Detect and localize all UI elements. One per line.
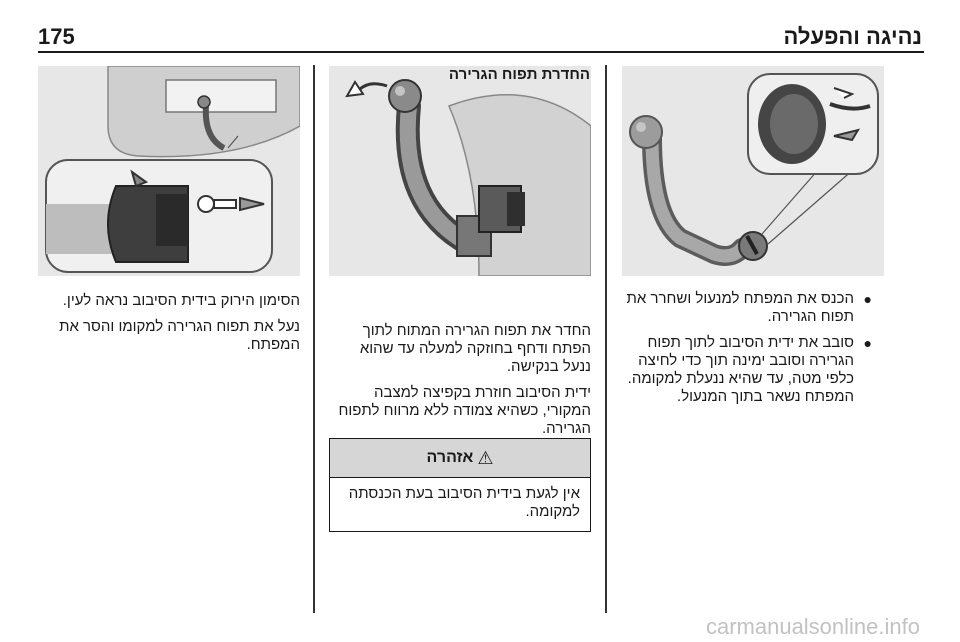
bullet-text: הכנס את המפתח למנעול ושחרר את תפוח הגרירה. <box>626 290 854 325</box>
bullet-item <box>622 290 872 326</box>
warning-text: אין לגעת בידית הסיבוב בעת הכנסתה למקומה. <box>348 485 580 520</box>
bullet-icon: ● <box>863 291 872 307</box>
warning-triangle-icon: ⚠ <box>477 447 494 468</box>
paragraph: ידית הסיבוב חוזרת בקפיצה למצבה המקורי, כשהיא צמודה ללא מרווח לתפוח הגרירה. <box>338 384 591 437</box>
figure-unlock-tow-ball <box>622 66 884 276</box>
section-title: נהיגה והפעלה <box>783 24 922 49</box>
paragraph: הסימון הירוק בידית הסיבוב נראה לעין. <box>62 292 300 309</box>
page-header <box>0 0 960 56</box>
paragraph: החדר את תפוח הגרירה המתוח לתוך הפתח ודחף בחוזקה למעלה עד שהוא ננעל בנקישה. <box>359 322 591 375</box>
page-number: 175 <box>38 24 75 49</box>
figure-insert-tow-ball <box>329 66 591 276</box>
tow-hook-insertion-illustration <box>329 66 591 276</box>
figure-lock-and-remove-key <box>38 66 300 276</box>
header-divider <box>38 51 924 53</box>
bullet-text: סובב את ידית הסיבוב לתוך תפוח הגרירה וסובב ימינה תוך כדי לחיצה כלפי מטה, עד שהיא ננעלת למקומה. המפתח נשאר בתוך המנעול. <box>627 334 854 405</box>
lock-indicator-illustration <box>38 66 300 276</box>
paragraph: נעל את תפוח הגרירה למקומו והסר את המפתח. <box>59 318 300 353</box>
right-column-text <box>622 290 872 414</box>
watermark: carmanualsonline.info <box>705 614 920 639</box>
tow-ball-key-illustration <box>622 66 884 276</box>
column-divider-left <box>313 65 315 613</box>
middle-column-text <box>329 322 591 446</box>
warning-box <box>329 438 591 532</box>
column-divider-right <box>605 65 607 613</box>
bullet-icon: ● <box>863 335 872 351</box>
section-heading-insert: החדרת תפוח הגרירה <box>448 66 590 83</box>
bullet-item <box>622 334 872 406</box>
left-column-text <box>38 292 300 362</box>
warning-title: אזהרה <box>426 449 474 466</box>
warning-header <box>330 439 590 478</box>
